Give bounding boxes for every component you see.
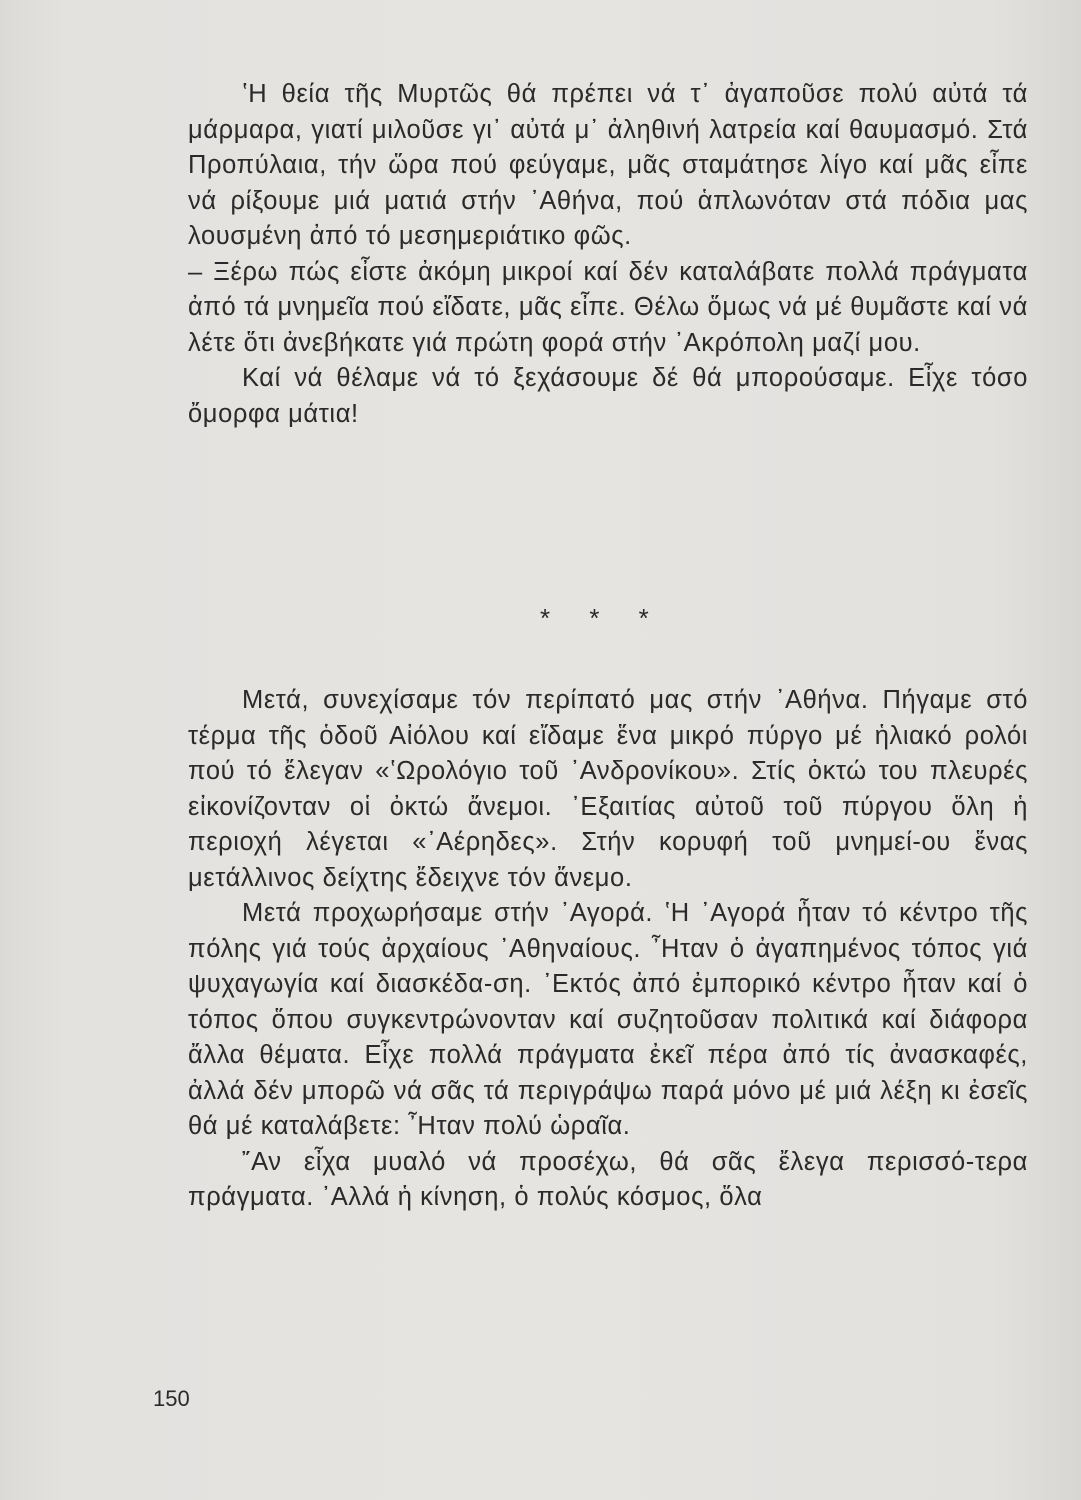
text-section-2 <box>188 683 1028 1216</box>
paragraph: Μετά, συνεχίσαμε τόν περίπατό μας στήν ᾽Αθήνα. Πήγαμε στό τέρμα τῆς ὁδοῦ Αἰόλου καί εἴδαμε ἕνα μικρό πύργο μέ ἡλιακό ρολόι πού τό ἔλεγαν «ʽΩρολόγιο τοῦ ᾽Ανδρονίκου». Στίς ὀκτώ του πλευρές εἰκονίζονταν οἱ ὀκτώ ἄνεμοι. ᾽Εξαιτίας αὐτοῦ τοῦ πύργου ὅλη ἡ περιοχή λέγεται «᾽Αέρηδες». Στήν κορυφή τοῦ μνημεί-ου ἕνας μετάλλινος δείχτης ἔδειχνε τόν ἄνεμο. <box>188 686 1028 892</box>
paragraph-dialogue: – Ξέρω πώς εἶστε ἀκόμη μικροί καί δέν καταλάβατε πολλά πράγματα ἀπό τά μνημεῖα πού εἴδατε, μᾶς εἶπε. Θέλω ὅμως νά μέ θυμᾶστε καί νά λέτε ὅτι ἀνεβήκατε γιά πρώτη φορά στήν ᾽Ακρόπολη μαζί μου. <box>188 257 1028 357</box>
section-separator: * * * <box>540 603 665 633</box>
paragraph: Καί νά θέλαμε νά τό ξεχάσουμε δέ θά μπορούσαμε. Εἶχε τόσο ὄμορφα μάτια! <box>188 364 1028 428</box>
paragraph: Μετά προχωρήσαμε στήν ᾽Αγορά. ʽΗ ᾽Αγορά ἦταν τό κέντρο τῆς πόλης γιά τούς ἀρχαίους ᾽Αθηναίους. ῏Ηταν ὁ ἀγαπημένος τόπος γιά ψυχαγωγία καί διασκέδα-ση. ᾽Εκτός ἀπό ἐμπορικό κέντρο ἦταν καί ὁ τόπος ὅπου συγκεντρώνονταν καί συζητοῦσαν πολιτικά καί διάφορα ἄλλα θέματα. Εἶχε πολλά πράγματα ἐκεῖ πέρα ἀπό τίς ἀνασκαφές, ἀλλά δέν μπορῶ νά σᾶς τά περιγράψω παρά μόνο μέ μιά λέξη κι ἐσεῖς θά μέ καταλάβετε: ῏Ηταν πολύ ὡραῖα. <box>188 899 1028 1140</box>
page-number: 150 <box>153 1386 190 1411</box>
paragraph: ῎Αν εἶχα μυαλό νά προσέχω, θά σᾶς ἔλεγα περισσό-τερα πράγματα. ᾽Αλλά ἡ κίνηση, ὁ πολύς κόσμος, ὅλα <box>188 1147 1028 1211</box>
paragraph: ʽΗ θεία τῆς Μυρτῶς θά πρέπει νά τ᾽ ἀγαποῦσε πολύ αὐτά τά μάρμαρα, γιατί μιλοῦσε γι᾽ αὐτά μ᾽ ἀληθινή λατρεία καί θαυμασμό. Στά Προπύλαια, τήν ὥρα πού φεύγαμε, μᾶς σταμάτησε λίγο καί μᾶς εἶπε νά ρίξουμε μιά ματιά στήν ᾽Αθήνα, πού ἁπλωνόταν στά πόδια μας λουσμένη ἀπό τό μεσημεριάτικο φῶς. <box>188 80 1028 250</box>
text-section-1 <box>188 77 1028 432</box>
